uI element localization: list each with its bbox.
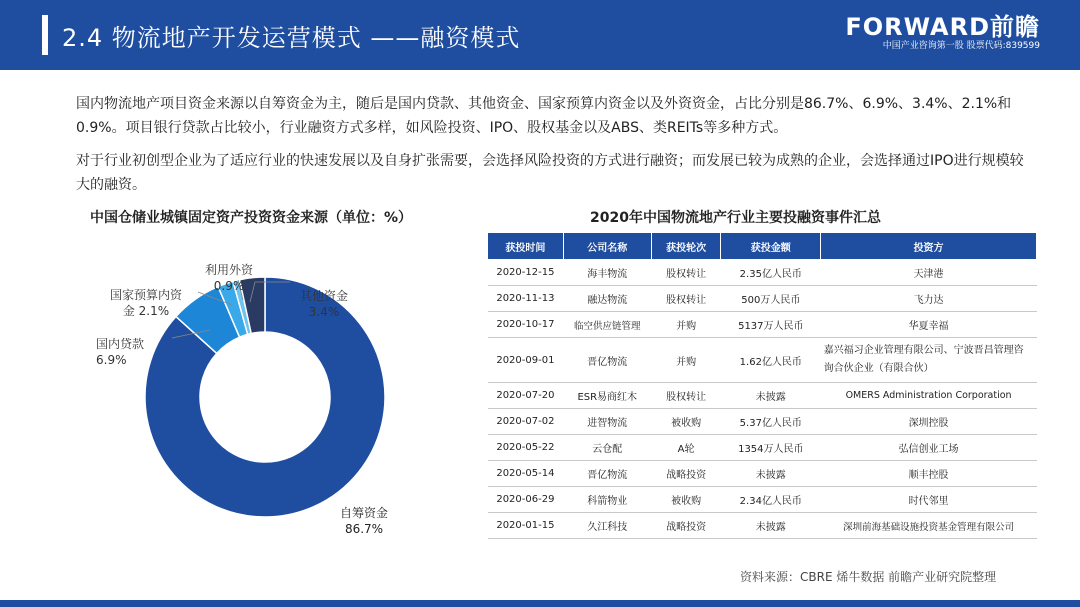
label-domestic-loans (96, 336, 144, 368)
label-foreign-value: 0.9% (213, 279, 245, 293)
footer-bar (0, 600, 1080, 607)
col-header-date: 获投时间 (488, 233, 564, 260)
table-row (488, 312, 1037, 338)
cell-investor: 时代邻里 (821, 487, 1037, 513)
cell-date: 2020-09-01 (488, 338, 564, 383)
table-row (488, 513, 1037, 539)
label-other-value: 3.4% (308, 305, 340, 319)
cell-date: 2020-11-13 (488, 286, 564, 312)
cell-company: 融达物流 (563, 286, 651, 312)
label-budget-value: 金 2.1% (122, 304, 170, 318)
cell-date: 2020-06-29 (488, 487, 564, 513)
logo-text: FORWARD前瞻 (845, 13, 1040, 41)
cell-company: 云仓配 (563, 435, 651, 461)
intro-paragraph-2: 对于行业初创型企业为了适应行业的快速发展以及自身扩张需要，会选择风险投资的方式进行融资；而发展已较为成熟的企业，会选择通过IPO进行规模较大的融资。 (76, 153, 1024, 193)
label-other-name: 其他资金 (300, 289, 349, 303)
financing-events-table (487, 232, 1037, 539)
col-header-company: 公司名称 (563, 233, 651, 260)
cell-investor: 天津港 (821, 260, 1037, 286)
cell-date: 2020-07-02 (488, 409, 564, 435)
cell-date: 2020-05-14 (488, 461, 564, 487)
label-foreign-name: 利用外资 (205, 263, 254, 277)
header-bar (0, 0, 1080, 70)
intro-paragraph-1: 国内物流地产项目资金来源以自筹资金为主，随后是国内贷款、其他资金、国家预算内资金以及外资资金，占比分别是86.7%、6.9%、3.4%、2.1%和0.9%。项目银行贷款占比较小，行业融资方式多样，如风险投资、IPO、股权基金以及ABS、类REITs等多种方式。 (76, 96, 1012, 136)
cell-company: 进智物流 (563, 409, 651, 435)
table-row (488, 286, 1037, 312)
cell-investor: OMERS Administration Corporation (821, 383, 1037, 409)
cell-amount: 5137万人民币 (721, 312, 821, 338)
label-self-raised (340, 505, 388, 537)
label-loan-name: 国内贷款 (96, 337, 145, 351)
table-title: 2020年中国物流地产行业主要投融资事件汇总 (590, 210, 881, 226)
label-national-budget (110, 287, 182, 319)
label-self-name: 自筹资金 (340, 506, 389, 520)
cell-investor: 嘉兴福习企业管理有限公司、宁波晋昌管理咨询合伙企业（有限合伙） (821, 338, 1037, 383)
cell-amount: 未披露 (721, 461, 821, 487)
cell-round: 被收购 (651, 409, 721, 435)
chart-title: 中国仓储业城镇固定资产投资资金来源（单位：%） (90, 210, 413, 226)
cell-company: 科箭物业 (563, 487, 651, 513)
label-loan-value: 6.9% (96, 353, 127, 367)
cell-company: 晋亿物流 (563, 461, 651, 487)
forward-logo (845, 14, 1040, 52)
label-budget-name: 国家预算内资 (110, 288, 183, 302)
table-header-row (488, 233, 1037, 260)
table-row (488, 383, 1037, 409)
label-other-funds (300, 288, 348, 320)
cell-date: 2020-01-15 (488, 513, 564, 539)
cell-date: 2020-12-15 (488, 260, 564, 286)
cell-round: 并购 (651, 338, 721, 383)
label-self-value: 86.7% (344, 522, 384, 536)
cell-investor: 飞力达 (821, 286, 1037, 312)
cell-round: A轮 (651, 435, 721, 461)
cell-amount: 500万人民币 (721, 286, 821, 312)
cell-round: 战略投资 (651, 513, 721, 539)
cell-amount: 未披露 (721, 513, 821, 539)
source-note: 资料来源：CBRE 烯牛数据 前瞻产业研究院整理 (740, 570, 997, 584)
cell-amount: 2.35亿人民币 (721, 260, 821, 286)
cell-amount: 5.37亿人民币 (721, 409, 821, 435)
col-header-amount: 获投金额 (721, 233, 821, 260)
page-title: 2.4 物流地产开发运营模式 ——融资模式 (62, 24, 521, 52)
table-row (488, 338, 1037, 383)
cell-company: 久江科技 (563, 513, 651, 539)
cell-round: 股权转让 (651, 286, 721, 312)
cell-amount: 1.62亿人民币 (721, 338, 821, 383)
label-foreign-capital (205, 262, 253, 294)
cell-company: ESR易商红木 (563, 383, 651, 409)
cell-round: 股权转让 (651, 383, 721, 409)
table-row (488, 461, 1037, 487)
title-accent-bar (42, 15, 48, 55)
cell-amount: 未披露 (721, 383, 821, 409)
cell-company: 晋亿物流 (563, 338, 651, 383)
col-header-round: 获投轮次 (651, 233, 721, 260)
cell-amount: 2.34亿人民币 (721, 487, 821, 513)
cell-investor: 华夏幸福 (821, 312, 1037, 338)
table-row (488, 487, 1037, 513)
cell-round: 被收购 (651, 487, 721, 513)
cell-round: 战略投资 (651, 461, 721, 487)
table-row (488, 260, 1037, 286)
cell-company: 临空供应链管理 (563, 312, 651, 338)
cell-date: 2020-05-22 (488, 435, 564, 461)
cell-company: 海丰物流 (563, 260, 651, 286)
col-header-investor: 投资方 (821, 233, 1037, 260)
cell-investor: 弘信创业工场 (821, 435, 1037, 461)
table-row (488, 409, 1037, 435)
logo-subtitle: 中国产业咨询第一股 股票代码:839599 (882, 41, 1040, 51)
cell-date: 2020-10-17 (488, 312, 564, 338)
cell-date: 2020-07-20 (488, 383, 564, 409)
cell-investor: 顺丰控股 (821, 461, 1037, 487)
cell-round: 并购 (651, 312, 721, 338)
cell-amount: 1354万人民币 (721, 435, 821, 461)
cell-investor: 深圳前海基础设施投资基金管理有限公司 (821, 513, 1037, 539)
table-row (488, 435, 1037, 461)
cell-round: 股权转让 (651, 260, 721, 286)
cell-investor: 深圳控股 (821, 409, 1037, 435)
